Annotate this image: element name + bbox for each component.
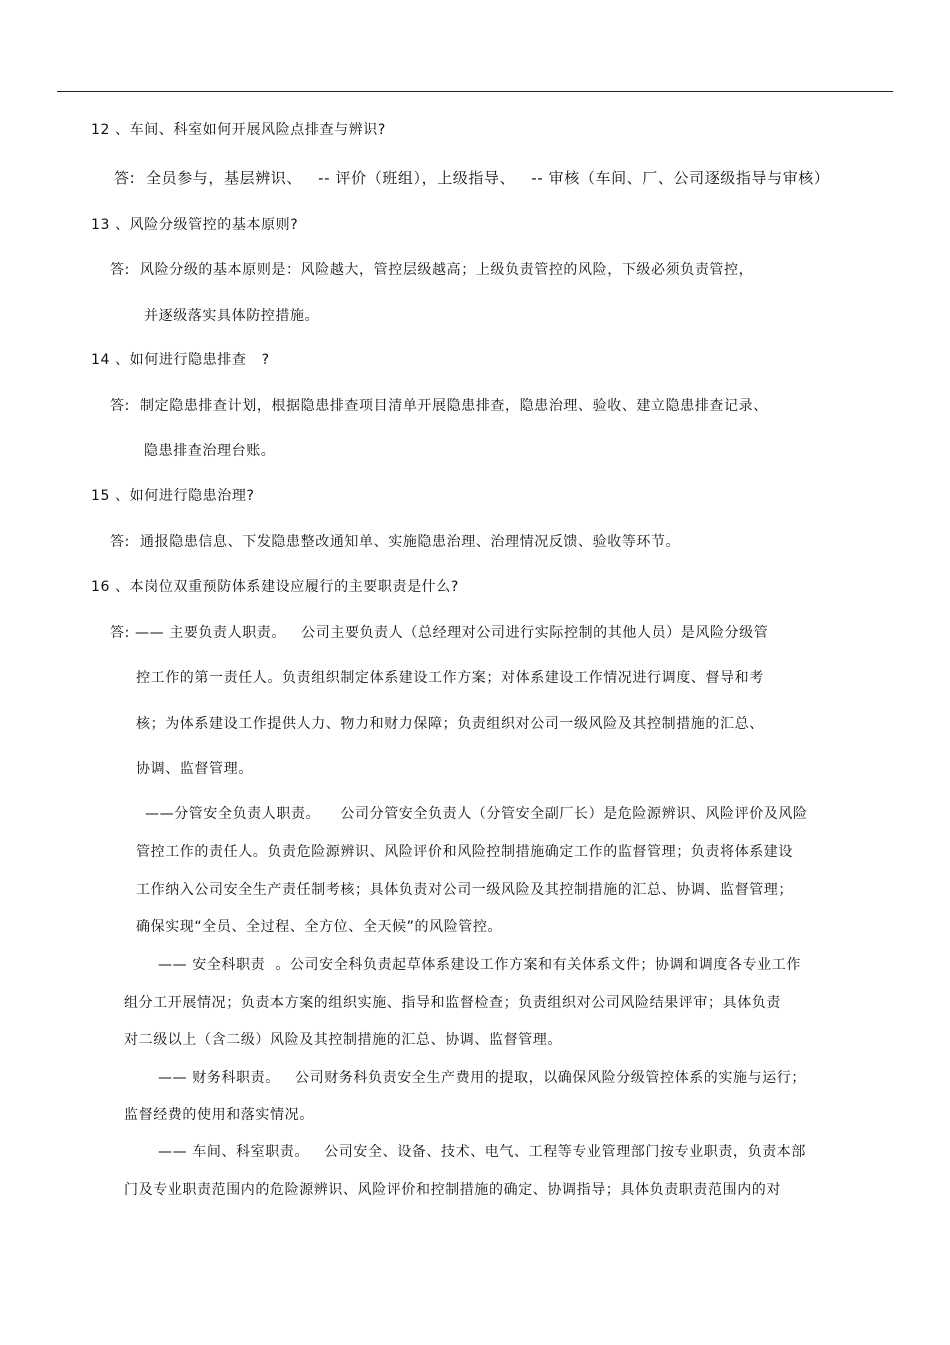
question-14: 14 、如何进行隐患排查 ? bbox=[91, 352, 270, 368]
answer-16-line-1: 答: —— 主要负责人职责。 公司主要负责人（总经理对公司进行实际控制的其他人员）是风险分级管 bbox=[110, 625, 769, 641]
answer-16-line-14: —— 车间、科室职责。 公司安全、设备、技术、电气、工程等专业管理部门按专业职责，负责本部 bbox=[158, 1144, 806, 1160]
answer-16-line-12: —— 财务科职责。 公司财务科负责安全生产费用的提取，以确保风险分级管控体系的实施与运行； bbox=[158, 1070, 806, 1086]
answer-16-line-10: 组分工开展情况；负责本方案的组织实施、指导和监督检查；负责组织对公司风险结果评审；具体负责 bbox=[124, 995, 781, 1011]
answer-16-line-8: 确保实现“全员、全过程、全方位、全天候”的风险管控。 bbox=[136, 919, 503, 935]
answer-12: 答: 全员参与，基层辨识、 -- 评价（班组），上级指导、 -- 审核（车间、厂、公司逐级指导与审核） bbox=[114, 169, 830, 187]
question-13: 13 、风险分级管控的基本原则? bbox=[91, 217, 299, 233]
answer-16-line-11: 对二级以上（含二级）风险及其控制措施的汇总、协调、监督管理。 bbox=[124, 1032, 562, 1048]
answer-14-line-2: 隐患排查治理台账。 bbox=[144, 443, 276, 459]
answer-13-line-1: 答: 风险分级的基本原则是：风险越大，管控层级越高；上级负责管控的风险，下级必须负责管控， bbox=[110, 262, 754, 278]
answer-16-line-13: 监督经费的使用和落实情况。 bbox=[124, 1107, 314, 1123]
answer-16-line-6: 管控工作的责任人。负责危险源辨识、风险评价和风险控制措施确定工作的监督管理；负责将体系建设 bbox=[136, 844, 793, 860]
header-rule bbox=[57, 91, 893, 92]
answer-16-line-5: ——分管安全负责人职责。 公司分管安全负责人（分管安全副厂长）是危险源辨识、风险评价及风险 bbox=[145, 806, 808, 822]
answer-16-line-7: 工作纳入公司安全生产责任制考核；具体负责对公司一级风险及其控制措施的汇总、协调、监督管理； bbox=[136, 882, 793, 898]
answer-16-line-15: 门及专业职责范围内的危险源辨识、风险评价和控制措施的确定、协调指导；具体负责职责范围内的对 bbox=[124, 1182, 781, 1198]
answer-16-line-4: 协调、监督管理。 bbox=[136, 761, 253, 777]
answer-16-line-2: 控工作的第一责任人。负责组织制定体系建设工作方案；对体系建设工作情况进行调度、督导和考 bbox=[136, 670, 764, 686]
question-16: 16 、本岗位双重预防体系建设应履行的主要职责是什么? bbox=[91, 579, 459, 595]
answer-16-line-3: 核；为体系建设工作提供人力、物力和财力保障；负责组织对公司一级风险及其控制措施的汇总、 bbox=[136, 716, 764, 732]
answer-16-line-9: —— 安全科职责 。公司安全科负责起草体系建设工作方案和有关体系文件；协调和调度各专业工作 bbox=[158, 957, 801, 973]
answer-15: 答: 通报隐患信息、下发隐患整改通知单、实施隐患治理、治理情况反馈、验收等环节。 bbox=[110, 534, 681, 550]
question-15: 15 、如何进行隐患治理? bbox=[91, 488, 255, 504]
answer-14-line-1: 答: 制定隐患排查计划，根据隐患排查项目清单开展隐患排查，隐患治理、验收、建立隐患排查记录、 bbox=[110, 398, 768, 414]
answer-13-line-2: 并逐级落实具体防控措施。 bbox=[144, 308, 320, 324]
question-12: 12 、车间、科室如何开展风险点排查与辨识? bbox=[91, 122, 386, 138]
